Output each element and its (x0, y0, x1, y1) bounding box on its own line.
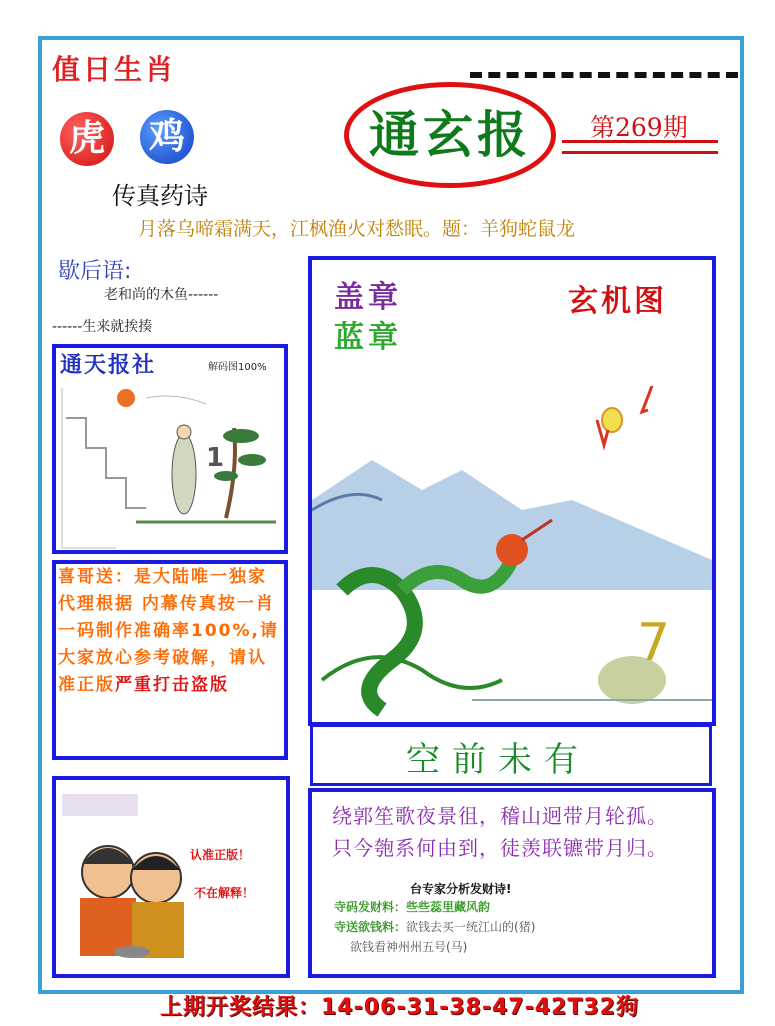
tongtian-title: 通天报社 (60, 353, 157, 378)
issue-number: 第269期 (590, 113, 688, 142)
tongtian-subtitle: 解码图100% (206, 358, 269, 373)
svg-text:7: 7 (637, 613, 671, 673)
masthead-title: 通玄报 (344, 82, 556, 188)
analysis-row-2 (334, 918, 535, 935)
analysis-row-2-label: 寺送欲钱料： (334, 920, 407, 934)
analysis-row-1 (334, 898, 490, 915)
analysis-row-1-value: 些些蕊里藏风韵 (406, 900, 491, 914)
zodiac-tiger-badge: 虎 (60, 112, 114, 166)
xiehouyu-label: 歇后语: (58, 259, 132, 284)
analysis-row-3-value: 欲钱看神州州五号(马) (350, 940, 468, 954)
seal-label-lan: 蓝章 (334, 320, 402, 355)
puzzle-title: 玄机图 (568, 284, 667, 319)
analysis-row-1-label: 寺码发财料： (334, 900, 407, 914)
verse-line-1: 绕郭笙歌夜景徂，稽山迥带月轮孤。 (332, 804, 668, 828)
xiehouyu-line-2: ------生来就挨揍 (52, 319, 153, 335)
fax-poem-line: 月落乌啼霜满天，江枫渔火对愁眠。题：羊狗蛇鼠龙 (138, 218, 576, 240)
analysis-row-2-value: 欲钱去买一统江山的(猪) (406, 920, 536, 934)
dash-divider (470, 72, 738, 78)
svg-text:1: 1 (206, 443, 225, 473)
unprecedented-text: 空前未有 (406, 740, 590, 780)
xige-red-text: 严重打击盗版 (115, 675, 229, 695)
cartoon-illustration (56, 780, 286, 974)
cartoon-panel (52, 776, 290, 978)
cartoon-note-1: 认准正版！ (190, 848, 251, 862)
analysis-row-3 (350, 938, 467, 955)
issue-underline (562, 140, 718, 154)
verse-line-2: 只今匏系何由到，徒羡联镳带月归。 (332, 836, 668, 860)
xige-body: 喜哥送：是大陆唯一独家代理根据 内幕传真按一肖一码制作准确率100%,请大家放心参考破解，请认准正版 (58, 567, 279, 695)
last-draw-result: 上期开奖结果：14-06-31-38-47-42T32狗 (160, 995, 639, 1020)
moon-icon (117, 389, 135, 407)
seal-label-gai: 盖章 (334, 280, 402, 315)
analysis-title: 台专家分析发财诗! (410, 882, 512, 896)
fax-poem-label: 传真药诗 (112, 182, 208, 210)
xiehouyu-line-1: 老和尚的木鱼------ (104, 287, 219, 303)
xige-text (58, 564, 284, 699)
cartoon-note-2: 不在解释！ (194, 886, 255, 900)
daily-zodiac-label: 值日生肖 (52, 53, 177, 86)
zodiac-rooster-badge: 鸡 (140, 110, 194, 164)
